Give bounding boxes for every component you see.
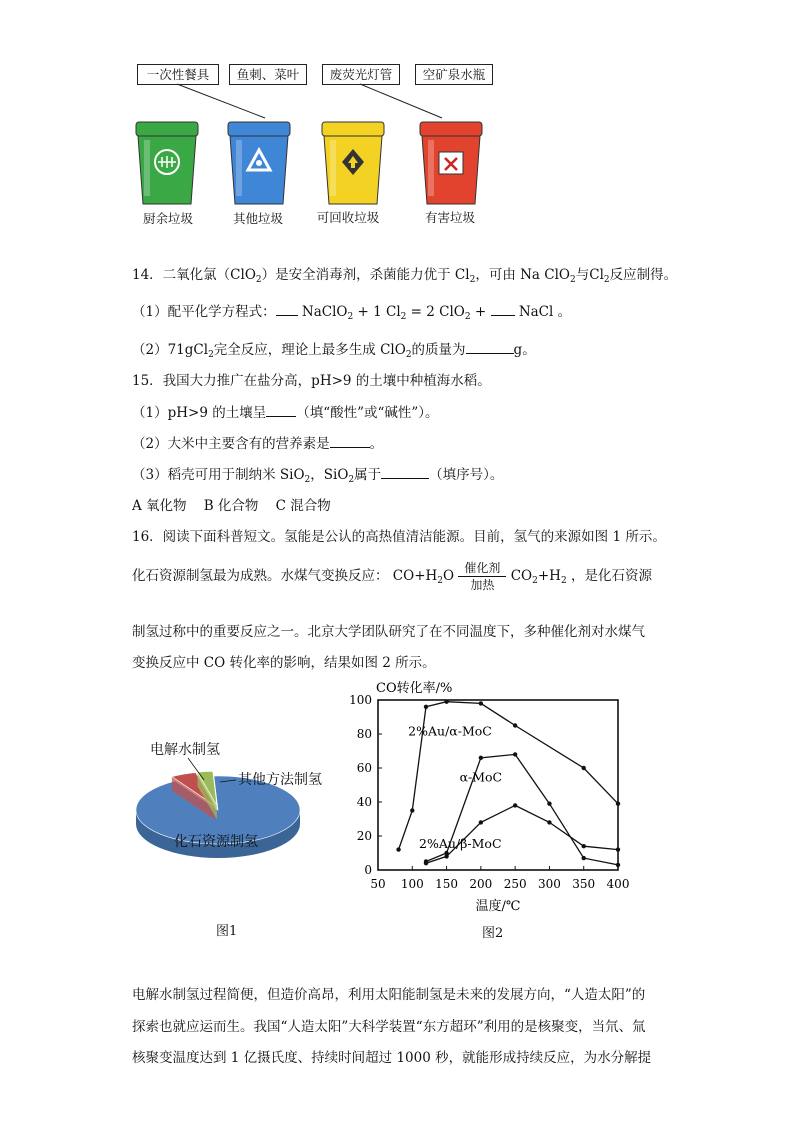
q15-part1: （1）pH>9 的土壤呈 （填“酸性”或“碱性”）。 xyxy=(132,401,439,421)
x-tick-label: 50 xyxy=(370,877,386,891)
series-1-point xyxy=(616,802,620,806)
q14-part1: （1）配平化学方程式： NaClO$_2$ + 1 $Cl_2 = 2$ ClO$_2$ + NaCl 。 xyxy=(132,300,571,322)
q14-part2: （2）71gCl$_2$完全反应，理论上最多生成 ClO$_2$的质量为 g。 xyxy=(132,338,536,360)
x-tick-label: 100 xyxy=(400,877,424,891)
bin-hazardous xyxy=(420,122,482,204)
q16-line2: 化石资源制氢最为成熟。水煤气变换反应： $CO+H_2O$ 催化剂 加热 $CO_2+H_2$ ，是化石资源 xyxy=(132,561,652,592)
series-2-point xyxy=(616,863,620,867)
q14-answer-blank-2[interactable] xyxy=(491,301,515,316)
pie-label-electrolysis: 电解水制氢 xyxy=(150,742,220,758)
q14-answer-blank-1[interactable] xyxy=(276,301,298,316)
connector-lines xyxy=(0,0,794,130)
series-3-point xyxy=(444,854,448,858)
q16-para2-line3: 核聚变温度达到 1 亿摄氏度、持续时间超过 1000 秒，就能形成持续反应，为水分解提 xyxy=(132,1050,652,1066)
q16-line1: 16．阅读下面科普短文。氢能是公认的高热值清洁能源。目前，氢气的来源如图 1 所示。 xyxy=(132,529,666,545)
q15-answer-blank-3[interactable] xyxy=(381,464,429,479)
bin-hazardous-highlight xyxy=(428,140,434,196)
bin-kitchen-lid xyxy=(136,122,198,136)
series-3-point xyxy=(582,844,586,848)
series-2-point xyxy=(513,752,517,756)
x-tick-label: 250 xyxy=(503,877,527,891)
x-tick-label: 400 xyxy=(606,877,630,891)
pie-label-other: 其他方法制氢 xyxy=(238,772,322,788)
series-2-point xyxy=(582,856,586,860)
pie-label-fossil: 化石资源制氢 xyxy=(174,834,258,850)
series-3-point xyxy=(424,861,428,865)
x-axis-label: 温度/℃ xyxy=(475,899,521,914)
series-3-point xyxy=(479,820,483,824)
series-1-point xyxy=(444,700,448,704)
reaction-condition: 催化剂 加热 xyxy=(458,560,506,593)
bin-recyclable-highlight xyxy=(330,140,336,196)
q16-line4: 变换反应中 CO 转化率的影响，结果如图 2 所示。 xyxy=(132,655,436,671)
q14-stem: 14．二氧化氯（ClO$_2$）是安全消毒剂，杀菌能力优于 $Cl_2$，可由 Na ClO$_2$与$Cl_2$反应制得。 xyxy=(132,267,678,285)
y-axis-label: CO转化率/% xyxy=(376,681,453,696)
series-2-point xyxy=(479,756,483,760)
y-tick-label: 100 xyxy=(349,693,372,707)
q16-para2-line2: 探索也就应运而生。我国“人造太阳”大科学装置“东方超环”利用的是核聚变，当氘、氚 xyxy=(132,1019,646,1035)
x-tick-label: 150 xyxy=(435,877,459,891)
reaction-equation: $CO+H_2O$ 催化剂 加热 $CO_2+H_2$ xyxy=(392,561,567,592)
series-1-point xyxy=(424,705,428,709)
q15-answer-blank-1[interactable] xyxy=(266,402,296,417)
bin-kitchen-highlight xyxy=(144,140,150,196)
x-tick-label: 350 xyxy=(572,877,596,891)
bin-label-hazardous: 有害垃圾 xyxy=(424,210,475,225)
bin-recyclable-lid xyxy=(322,122,384,136)
item-label-1: 一次性餐具 xyxy=(137,64,219,85)
q15-stem: 15．我国大力推广在盐分高，pH>9 的土壤中种植海水稻。 xyxy=(132,373,491,389)
series-2-point xyxy=(547,802,551,806)
figure1-pie-chart xyxy=(128,730,328,880)
bin-kitchen xyxy=(136,122,198,204)
bin-label-kitchen: 厨余垃圾 xyxy=(142,211,193,226)
q15-options: A 氧化物 B 化合物 C 混合物 xyxy=(132,498,331,514)
q16-para2-line1: 电解水制氢过程简便，但造价高昂，利用太阳能制氢是未来的发展方向，“人造太阳”的 xyxy=(132,987,646,1003)
figure2-line-chart xyxy=(340,676,630,916)
series-3-point xyxy=(513,803,517,807)
bin-other-highlight xyxy=(236,140,242,196)
series-3-point xyxy=(616,847,620,851)
item-label-4: 空矿泉水瓶 xyxy=(415,64,493,85)
bin-label-recyclable: 可回收垃圾 xyxy=(316,210,380,225)
q14-answer-blank-3[interactable] xyxy=(466,339,514,354)
y-tick-label: 0 xyxy=(364,863,372,877)
q15-answer-blank-2[interactable] xyxy=(330,433,370,448)
series-1-point xyxy=(513,723,517,727)
y-tick-label: 80 xyxy=(356,727,372,741)
bin-hazardous-lid xyxy=(420,122,482,136)
series-1-point xyxy=(396,847,400,851)
q16-line3: 制氢过称中的重要反应之一。北京大学团队研究了在不同温度下，多种催化剂对水煤气 xyxy=(132,624,645,640)
series-label-3: 2%Au/β-MoC xyxy=(419,835,502,851)
y-tick-label: 20 xyxy=(356,829,372,843)
q15-part2: （2）大米中主要含有的营养素是 。 xyxy=(132,432,383,452)
y-tick-label: 60 xyxy=(356,761,372,775)
figure2-caption: 图2 xyxy=(482,926,504,941)
series-label-2: α-MoC xyxy=(459,769,503,785)
hazard-icon xyxy=(439,152,463,174)
figure1-caption: 图1 xyxy=(216,924,238,939)
bin-other xyxy=(228,122,290,204)
item-label-3: 废荧光灯管 xyxy=(322,64,400,85)
x-tick-label: 300 xyxy=(537,877,561,891)
series-1-point xyxy=(479,701,483,705)
bin-label-other: 其他垃圾 xyxy=(232,211,283,226)
bins-svg xyxy=(130,118,500,213)
bin-recyclable xyxy=(322,122,384,204)
bin-other-lid xyxy=(228,122,290,136)
x-tick-label: 200 xyxy=(469,877,493,891)
item-label-2: 鱼刺、菜叶 xyxy=(229,64,307,85)
series-1-point xyxy=(410,808,414,812)
series-1-point xyxy=(582,766,586,770)
q15-part3: （3）稻壳可用于制纳米 SiO$_2$，SiO$_2$属于 （填序号）。 xyxy=(132,463,503,485)
y-tick-label: 40 xyxy=(356,795,372,809)
series-3-point xyxy=(547,820,551,824)
series-label-1: 2%Au/α-MoC xyxy=(408,723,492,739)
